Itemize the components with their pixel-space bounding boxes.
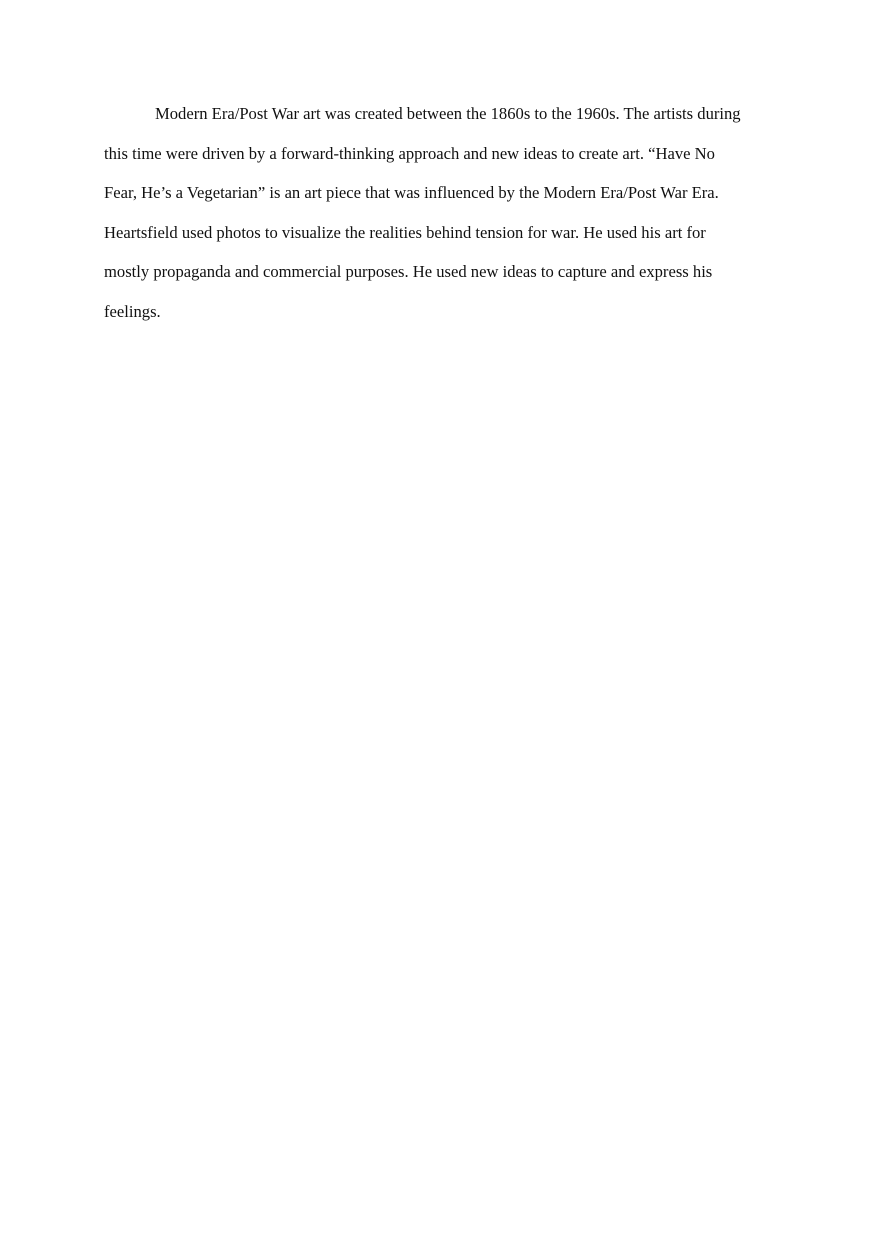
paragraph-line: Fear, He’s a Vegetarian” is an art piece that was influenced by the Modern Era/Post War Era.: [104, 183, 719, 203]
body-paragraph: [104, 99, 772, 337]
paragraph-line: Modern Era/Post War art was created between the 1860s to the 1960s. The artists during: [155, 104, 741, 123]
paragraph-line: this time were driven by a forward-thinking approach and new ideas to create art. “Have No: [104, 143, 715, 163]
paragraph-line: Heartsfield used photos to visualize the realities behind tension for war. He used his art for: [104, 222, 706, 242]
paragraph-line: mostly propaganda and commercial purposes. He used new ideas to capture and express his: [104, 262, 713, 282]
paragraph-line: feelings.: [104, 301, 161, 321]
